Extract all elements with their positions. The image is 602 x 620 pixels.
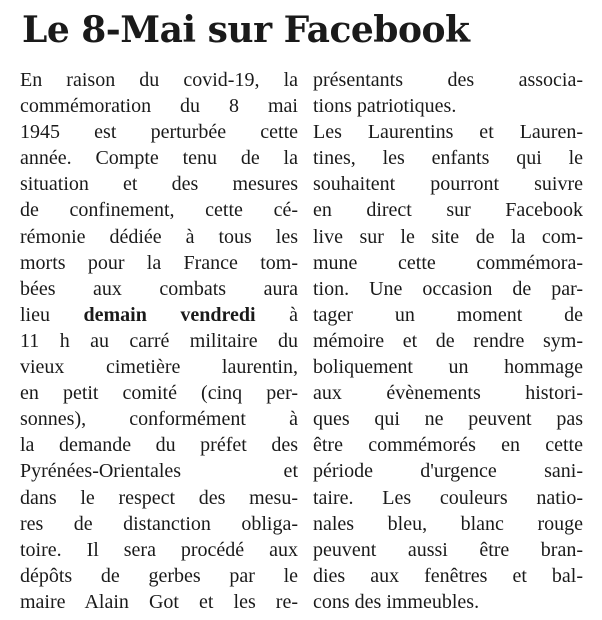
text-line: sonnes), conformément à [20,408,298,431]
text-line: 11 h au carré militaire du [20,329,298,352]
text-line: ques qui ne peuvent pas [313,408,583,431]
text-line: res de distanction obliga- [20,512,298,535]
text-line-with-bold [20,302,298,328]
text-line: Les Laurentins et Lauren- [313,121,583,144]
text-line: commémoration du 8 mai [20,95,298,118]
text-line: être commémorés en cette [313,434,583,457]
text-line: rémonie dédiée à tous les [20,225,298,248]
text-line: bées aux combats aura [20,277,298,300]
article-column-left [20,67,298,615]
text-line: boliquement un hommage [313,356,583,379]
text-line: vieux cimetière laurentin, [20,356,298,379]
text-line: 1945 est perturbée cette [20,121,298,144]
text-fragment: à [255,303,298,326]
text-line: maire Alain Got et les re- [20,590,298,613]
text-line: de confinement, cette cé- [20,199,298,222]
text-line: dans le respect des mesu- [20,486,298,509]
text-line: nales bleu, blanc rouge [313,512,583,535]
text-line: la demande du préfet des [20,434,298,457]
text-line: mune cette commémora- [313,251,583,274]
text-line: mémoire et de rendre sym- [313,329,583,352]
text-line: toire. Il sera procédé aux [20,538,298,561]
text-line: période d'urgence sani- [313,460,583,483]
text-line: dies aux fenêtres et bal- [313,564,583,587]
text-line: live sur le site de la com- [313,225,583,248]
text-line: en petit comité (cinq per- [20,382,298,405]
text-line: taire. Les couleurs natio- [313,486,583,509]
text-line: tager un moment de [313,303,583,326]
text-line: tines, les enfants qui le [313,147,583,170]
text-line: en direct sur Facebook [313,199,583,222]
text-line: situation et des mesures [20,173,298,196]
article-headline: Le 8-Mai sur Facebook [22,9,470,51]
text-line: tions patriotiques. [313,95,457,118]
text-line: souhaitent pourront suivre [313,173,583,196]
text-line: aux évènements histori- [313,382,583,405]
text-line: peuvent aussi être bran- [313,538,583,561]
text-line: présentants des associa- [313,69,583,91]
text-line: dépôts de gerbes par le [20,564,298,587]
text-line: Pyrénées-Orientales et [20,460,298,483]
text-line: cons des immeubles. [313,590,480,613]
text-line: année. Compte tenu de la [20,147,298,170]
text-fragment: lieu [20,303,84,326]
text-line: tion. Une occasion de par- [313,277,583,300]
text-line: En raison du covid-19, la [20,69,298,91]
text-line: morts pour la France tom- [20,251,298,274]
bold-date-text: demain vendredi [83,303,256,326]
article-column-right [313,67,583,615]
